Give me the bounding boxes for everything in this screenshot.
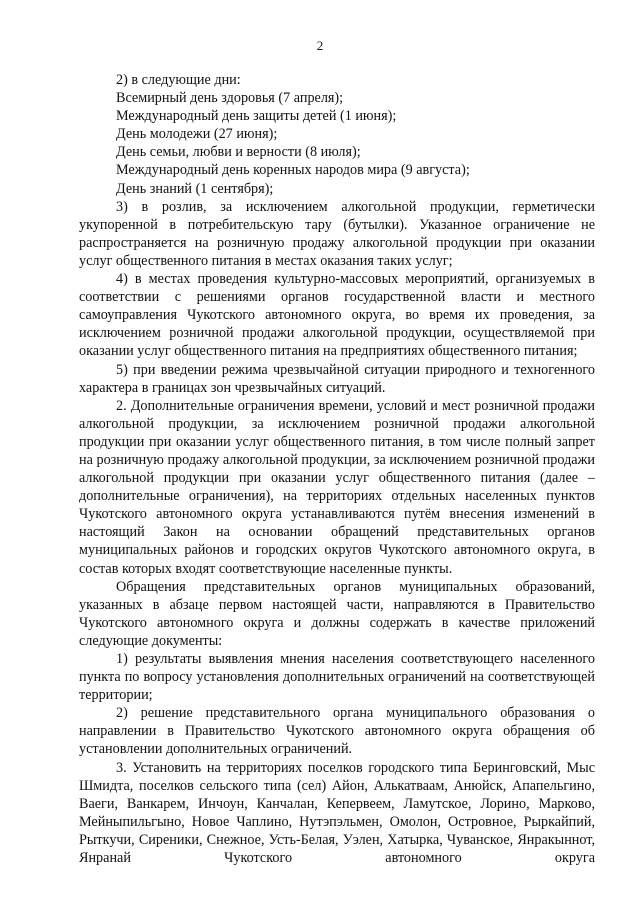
paragraph-item-4: 4) в местах проведения культурно-массовых мероприятий, организуемых в соответствии с решениями органов государственной власти и местного самоуправления Чукотского автономного округа, во время их проведения, за исключением розничной продажи алкогольной продукции, осуществляемой при оказании услуг общественного питания на предприятиях общественного питания; xyxy=(79,271,595,360)
list-item-children-day: Международный день защиты детей (1 июня); xyxy=(116,108,397,125)
paragraph-item-5: 5) при введении режима чрезвычайной ситуации природного и техногенного характера в границах зон чрезвычайных ситуаций. xyxy=(79,361,595,396)
list-item-health-day: Всемирный день здоровья (7 апреля); xyxy=(116,90,344,107)
page-number: 2 xyxy=(316,38,324,53)
list-item-days-heading: 2) в следующие дни: xyxy=(116,72,241,88)
list-item-family-day: День семьи, любви и верности (8 июля); xyxy=(116,144,361,161)
list-item-youth-day: День молодежи (27 июня); xyxy=(116,126,278,143)
paragraph-attachment-1: 1) результаты выявления мнения населения соответствующего населенного пункта по вопросу установления дополнительных ограничений на соответствующей территории; xyxy=(79,651,595,704)
paragraph-item-3: 3) в розлив, за исключением алкогольной продукции, герметически укупоренной в потребительскую тару (бутылки). Указанное ограничение не распространяется на розничную продажу алкогольной продукции при оказании услуг общественного питания в местах оказания таких услуг; xyxy=(79,198,595,269)
paragraph-part-3: 3. Установить на территориях поселков городского типа Беринговский, Мыс Шмидта, поселков сельского типа (сел) Айон, Алькатваам, Анюйск, Апапельгино, Ваеги, Ванкарем, Инчоун, Канчалан, Кепервеем, Ламутское, Лорино, Марково, Мейныпильгыно, Новое Чаплино, Нутэпэльмен, Омолон, Островное, Рыркайпий, Рыткучи, Сиреники, Снежное, Усть-Белая, Уэлен, Хатырка, Чуванское, Янракыннот, Янранай Чукотского автономного округа xyxy=(79,759,595,867)
paragraph-attachment-2: 2) решение представительного органа муниципального образования о направлении в Правительство Чукотского автономного округа обращения об установлении дополнительных ограничений. xyxy=(79,705,595,758)
paragraph-part-2: 2. Дополнительные ограничения времени, условий и мест розничной продажи алкогольной продукции, за исключением розничной продажи алкогольной продукции при оказании услуг общественного питания, в том числе полный запрет на розничную продажу алкогольной продукции, за исключением розничной продажи алкогольной продукции при оказании услуг общественного питания (далее – дополнительные ограничения), на территориях отдельных населенных пунктов Чукотского автономного округа устанавливаются путём внесения изменений в настоящий Закон на основании обращений представительных органов муниципальных районов и городских округов Чукотского автономного округа, в состав которых входят соответствующие населенные пункты. xyxy=(79,397,595,577)
document-body xyxy=(79,71,595,867)
paragraph-appeals: Обращения представительных органов муниципальных образований, указанных в абзаце первом настоящей части, направляются в Правительство Чукотского автономного округа и должны содержать в качестве приложений следующие документы: xyxy=(79,578,595,649)
list-item-indigenous-day: Международный день коренных народов мира (9 августа); xyxy=(116,162,470,179)
list-item-knowledge-day: День знаний (1 сентября); xyxy=(116,180,274,197)
